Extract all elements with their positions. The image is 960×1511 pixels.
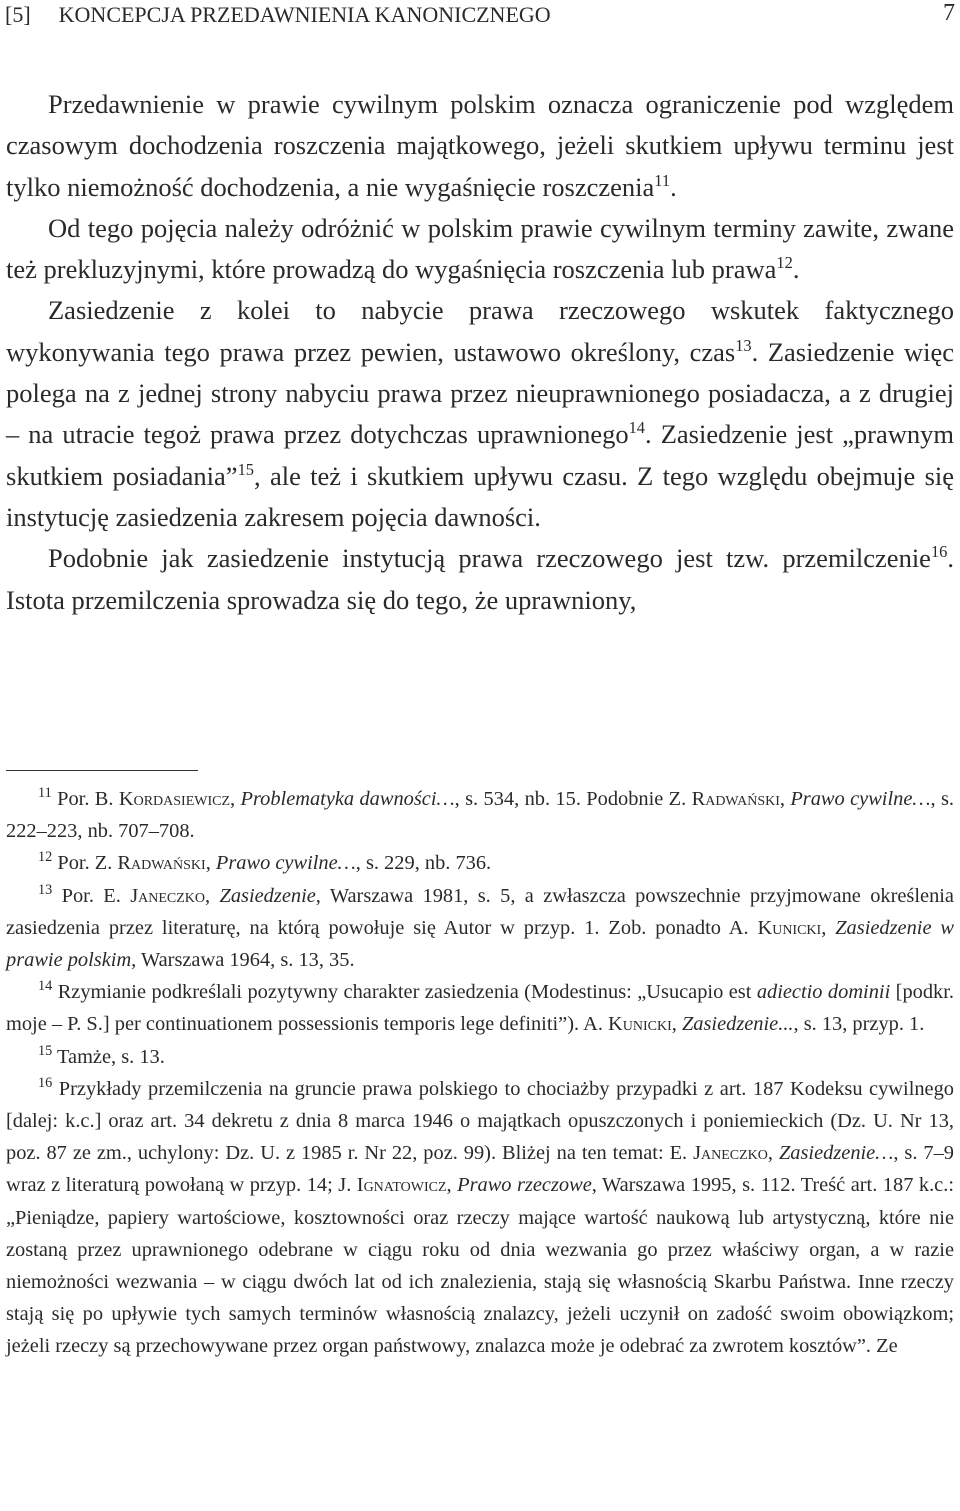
footnote-number: 12: [38, 849, 53, 866]
work-title: Zasiedzenie: [219, 884, 316, 907]
main-text: [6, 84, 954, 621]
footnote-16: [6, 1073, 954, 1363]
footnote-text: ,: [821, 916, 836, 939]
author-name: Kunicki: [757, 916, 822, 939]
footnote-number: 16: [38, 1075, 53, 1092]
work-title: Prawo rzeczowe: [457, 1174, 592, 1197]
paragraph-tail: .: [792, 254, 800, 285]
paragraph-4: [6, 538, 954, 621]
author-name: Radwański: [117, 852, 206, 875]
work-title: Zasiedzenie...: [681, 1013, 794, 1036]
footnote-ref-15[interactable]: 15: [237, 459, 254, 479]
paragraph-text: Podobnie jak zasiedzenie instytucją prawa rzeczowego jest tzw. przemilczenie: [48, 543, 931, 574]
author-name: Janeczko: [693, 1142, 768, 1165]
footnote-text: Por. E.: [52, 884, 131, 907]
work-title: Problematyka dawności…: [240, 788, 455, 810]
latin-phrase: adiectio dominii: [756, 981, 891, 1004]
paragraph-text: Od tego pojęcia należy odróżnić w polskim prawie cywilnym terminy zawite, zwane też prekluzyjnymi, które prowadzą do wygaśnięcia roszczenia lub prawa: [6, 212, 954, 285]
running-header: [5, 0, 955, 34]
header-left: [5, 2, 551, 28]
footnote-text: , Warszawa 1981, s. 5, a zwłaszcza powszechnie przyjmowane określenia zasiedzenia przez literaturę, na którą powołuje się Autor w przyp. 1. Zob. ponadto A.: [6, 884, 954, 939]
footnote-ref-14[interactable]: 14: [628, 418, 646, 438]
author-name: Radwański: [691, 788, 780, 810]
footnote-13: [6, 880, 954, 977]
paragraph-2: [6, 208, 954, 291]
footnote-text: [podkr. moje – P. S.] per continuationem possessionis temporis lege definiti”). A.: [6, 981, 954, 1036]
footnote-text: ,: [446, 1174, 458, 1197]
running-title: KONCEPCJA PRZEDAWNIENIA KANONICZNEGO: [58, 2, 551, 27]
paragraph-text: . Zasiedzenie jest „prawnym skutkiem posiadania”: [6, 419, 955, 491]
section-number: [5]: [5, 2, 31, 27]
footnote-text: , s. 222–223, nb. 707–708.: [6, 788, 954, 843]
footnote-text: ,: [779, 788, 791, 810]
footnote-text: , Warszawa 1964, s. 13, 35.: [131, 949, 355, 972]
paragraph-3: [6, 290, 954, 538]
paragraph-text: . Istota przemilczenia sprowadza się do tego, że uprawniony,: [6, 543, 954, 615]
footnote-text: ,: [205, 884, 220, 907]
footnote-15: [6, 1041, 954, 1073]
footnote-text: Przykłady przemilczenia na gruncie prawa polskiego to chociażby przypadki z art. 187 Kodeksu cywilnego [dalej: k.c.] oraz art. 34 dekretu z dnia 8 marca 1946 o majątkach opuszczonych i poniemieckich (Dz. U. Nr 13, poz. 87 ze zm., uchylony: Dz. U. z 1985 r. Nr 22, poz. 99). Bliżej na ten temat: E.: [6, 1077, 954, 1165]
footnote-number: 11: [38, 785, 52, 802]
author-name: Janeczko: [130, 884, 206, 907]
footnote-text: ,: [767, 1142, 779, 1165]
footnote-text: , s. 7–9 wraz z literaturą powołaną w przyp. 14; J.: [6, 1142, 954, 1197]
footnote-14: [6, 976, 954, 1040]
paragraph-text: Zasiedzenie z kolei to nabycie prawa rzeczowego wskutek faktycznego wykonywania tego prawa przez pewien, ustawowo określony, czas: [6, 295, 954, 367]
footnote-text: Tamże, s. 13.: [52, 1045, 165, 1068]
footnote-text: , s. 229, nb. 736.: [355, 852, 492, 875]
footnotes: [6, 783, 954, 1363]
work-title: Zasiedzenie…: [778, 1142, 894, 1165]
paragraph-1: [6, 84, 954, 208]
footnote-text: , Warszawa 1995, s. 112. Treść art. 187 k.c.: „Pieniądze, papiery wartościowe, kosztowności oraz rzeczy mające wartość naukową lub artystyczną, które nie zostaną przez uprawnionego odebrane w ciągu roku od dnia wezwania go przez właściwy organ, a w razie niemożności wezwania – w ciągu dwóch lat od ich znalezienia, stają się własnością Skarbu Państwa. Inne rzeczy stają się po upływie tych samych terminów własnością znalazcy, jeżeli uczynił on zadość swoim obowiązkom; jeżeli rzeczy są przechowywane przez organ państwowy, znalazca może je odebrać za zwrotem kosztów”. Ze: [6, 1174, 954, 1358]
footnote-ref-11[interactable]: 11: [654, 170, 671, 190]
footnote-number: 15: [38, 1042, 53, 1059]
footnote-text: ,: [671, 1013, 682, 1036]
paragraph-tail: .: [670, 171, 677, 202]
footnote-text: Por. B.: [51, 788, 119, 810]
footnote-number: 14: [38, 978, 53, 995]
paragraph-text: . Zasiedzenie więc polega na z jednej strony nabyciu prawa przez nieuprawnionego posiadacza, a z drugiej – na utracie tegoż prawa przez dotychczas uprawnionego: [6, 336, 955, 450]
footnote-11: [6, 783, 954, 847]
footnote-ref-13[interactable]: 13: [735, 335, 752, 355]
paragraph-text: , ale też i skutkiem upływu czasu. Z tego względu obejmuje się instytucję zasiedzenia zakresem pojęcia dawności.: [6, 460, 955, 532]
footnote-separator: [6, 770, 198, 771]
author-name: Kordasiewicz: [118, 788, 231, 810]
footnote-text: ,: [205, 852, 216, 875]
paragraph-text: Przedawnienie w prawie cywilnym polskim oznacza ograniczenie pod względem czasowym dochodzenia roszczenia majątkowego, jeżeli skutkiem upływu terminu jest tylko niemożność dochodzenia, a nie wygaśnięcie roszczenia: [6, 89, 954, 202]
work-title: Prawo cywilne…: [790, 788, 931, 810]
footnote-text: Rzymianie podkreślali pozytywny charakter zasiedzenia (Modestinus: „Usucapio est: [52, 981, 757, 1004]
footnote-text: Por. Z.: [52, 852, 118, 875]
author-name: Ignatowicz: [356, 1174, 447, 1197]
footnote-text: , s. 13, przyp. 1.: [793, 1013, 925, 1036]
page-number: 7: [943, 0, 955, 26]
footnote-text: , s. 534, nb. 15. Podobnie Z.: [454, 788, 692, 810]
footnote-ref-12[interactable]: 12: [776, 253, 793, 273]
work-title: Prawo cywilne…: [215, 852, 356, 875]
work-title: Zasiedzenie w prawie polskim: [6, 916, 955, 972]
footnote-text: ,: [230, 788, 241, 810]
author-name: Kunicki: [608, 1013, 672, 1036]
footnote-12: [6, 847, 954, 879]
footnote-ref-16[interactable]: 16: [930, 542, 948, 562]
footnote-number: 13: [38, 881, 53, 898]
